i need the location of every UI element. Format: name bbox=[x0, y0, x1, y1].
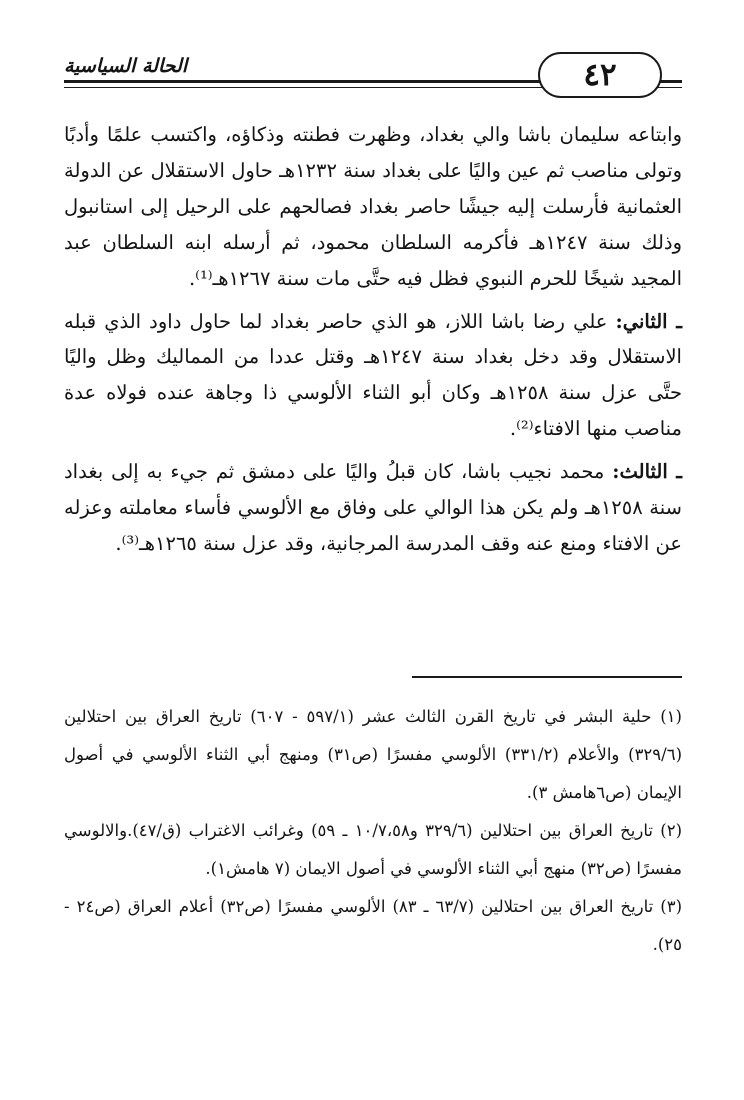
paragraph-3 bbox=[64, 454, 682, 562]
footnote-2 bbox=[64, 812, 682, 888]
paragraph-3-text: محمد نجيب باشا، كان قبلُ واليًا على دمشق ثم جيء به إلى بغداد سنة ١٢٥٨هـ ولم يكن هذا الوالي على وفاق مع الألوسي فأساء معاملته وعزله عن الافتاء ومنع عنه وقف المدرسة المرجانية، وقد عزل سنة ١٢٦٥هـ⁽³⁾. bbox=[64, 460, 682, 555]
paragraph-2-text: علي رضا باشا اللاز، هو الذي حاصر بغداد لما حاول داود الذي قبله الاستقلال وقد دخل بغداد سنة ١٢٤٧هـ وقتل عددا من المماليك وظل واليًا حتَّى عزل سنة ١٢٥٨هـ وكان أبو الثناء الألوسي ذا وجاهة عنده فولاه عدة مناصب منها الافتاء⁽²⁾. bbox=[64, 309, 683, 441]
main-text bbox=[64, 117, 682, 562]
footnote-1 bbox=[64, 698, 682, 812]
paragraph-1: وابتاعه سليمان باشا والي بغداد، وظهرت فطنته وذكاؤه، واكتسب علمًا وأدبًا وتولى مناصب ثم عين واليًا على بغداد سنة ١٢٣٢هـ حاول الاستقلال عن الدولة العثمانية فأرسلت إليه جيشًا حاصر بغداد فصالحهم على الرحيل إلى استانبول وذلك سنة ١٢٤٧هـ فأكرمه السلطان محمود، ثم أرسله ابنه السلطان عبد المجيد شيخًا للحرم النبوي فظل فيه حتَّى مات سنة ١٢٦٧هـ⁽¹⁾. bbox=[64, 123, 682, 290]
footnote-3 bbox=[64, 888, 682, 964]
footnote-separator bbox=[412, 676, 682, 678]
paragraph-2 bbox=[64, 304, 682, 448]
footnote-2-text: تاريخ العراق بين احتلالين (٣٢٩/٦ و١٠/٧،٥٨ ـ ٥٩) وغرائب الاغتراب (ق/٤٧).والالوسي مفسرًا (ص٣٢) منهج أبي الثناء الألوسي في أصول الايمان (٧ هامش١). bbox=[64, 821, 682, 878]
footnote-1-marker: (١) bbox=[660, 707, 682, 726]
footnote-2-marker: (٢) bbox=[660, 821, 683, 840]
footnote-3-marker: (٣) bbox=[660, 897, 682, 916]
footnotes bbox=[64, 698, 682, 964]
footnote-3-text: تاريخ العراق بين احتلالين (٦٣/٧ ـ ٨٣) الألوسي مفسرًا (ص٣٢) أعلام العراق (ص٢٤ - ٢٥). bbox=[64, 897, 682, 954]
page-header bbox=[64, 52, 682, 102]
running-section-title: الحالة السياسية bbox=[64, 55, 188, 77]
paragraph-2-lead: ـ الثاني: bbox=[615, 309, 682, 333]
footnote-1-text: حلية البشر في تاريخ القرن الثالث عشر (٥٩٧/١ - ٦٠٧) تاريخ العراق بين احتلالين (٣٢٩/٦) والأعلام (٣٣١/٢) الألوسي مفسرًا (ص٣١) ومنهج أبي الثناء الألوسي في أصول الإيمان (ص٦هامش ٣). bbox=[64, 707, 683, 802]
paragraph-3-lead: ـ الثالث: bbox=[612, 460, 682, 484]
page-number: ٤٢ bbox=[538, 52, 662, 98]
